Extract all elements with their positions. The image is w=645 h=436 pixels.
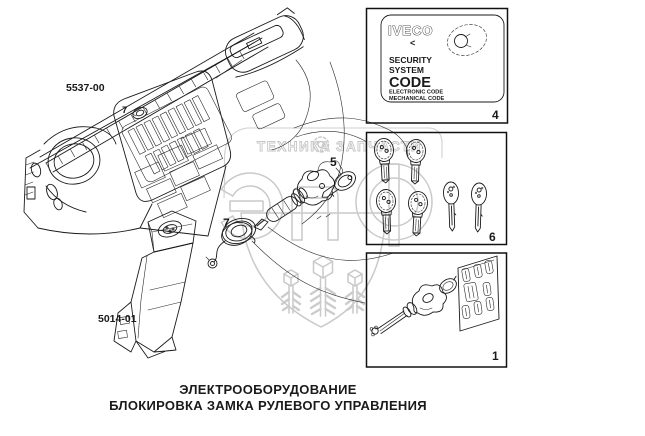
label-item-5: 5: [330, 155, 337, 169]
label-bracket-part: 5014-01: [98, 313, 137, 325]
label-item-7-dash: 7: [122, 105, 128, 116]
watermark-shield: [241, 213, 386, 327]
label-dashboard-part: 5537-00: [66, 82, 105, 94]
lock-kit-drawing: [370, 256, 499, 336]
card-line-mechanical: MECHANICAL CODE: [389, 96, 445, 102]
label-item-6: 6: [489, 230, 496, 244]
caption-line-1: ЭЛЕКТРООБОРУДОВАНИЕ: [179, 382, 357, 397]
card-chevron: <: [410, 38, 416, 48]
card-line-security: SECURITY: [389, 55, 432, 65]
caption: [109, 382, 427, 413]
watermark-logo-epf: [221, 164, 432, 246]
box-item-1: [367, 253, 507, 367]
card-line-electronic: ELECTRONIC CODE: [389, 89, 444, 96]
card-line-system: SYSTEM: [389, 65, 424, 75]
label-item-4: 4: [492, 108, 499, 122]
label-item-7: 7: [223, 216, 230, 230]
label-item-1: 1: [492, 349, 499, 363]
antenna-wire: [214, 241, 225, 262]
security-code-card: [381, 15, 504, 102]
caption-line-2: БЛОКИРОВКА ЗАМКА РУЛЕВОГО УПРАВЛЕНИЯ: [109, 398, 427, 413]
watermark-text-right: ЗАПЧАСТИ: [336, 139, 422, 154]
part-labels: [66, 82, 499, 363]
card-line-code: CODE: [389, 75, 431, 91]
card-brand-logo: IVECO: [388, 23, 434, 38]
watermark-text-left: ТЕХНИКА: [257, 139, 332, 154]
dashboard-drawing: [24, 6, 344, 236]
